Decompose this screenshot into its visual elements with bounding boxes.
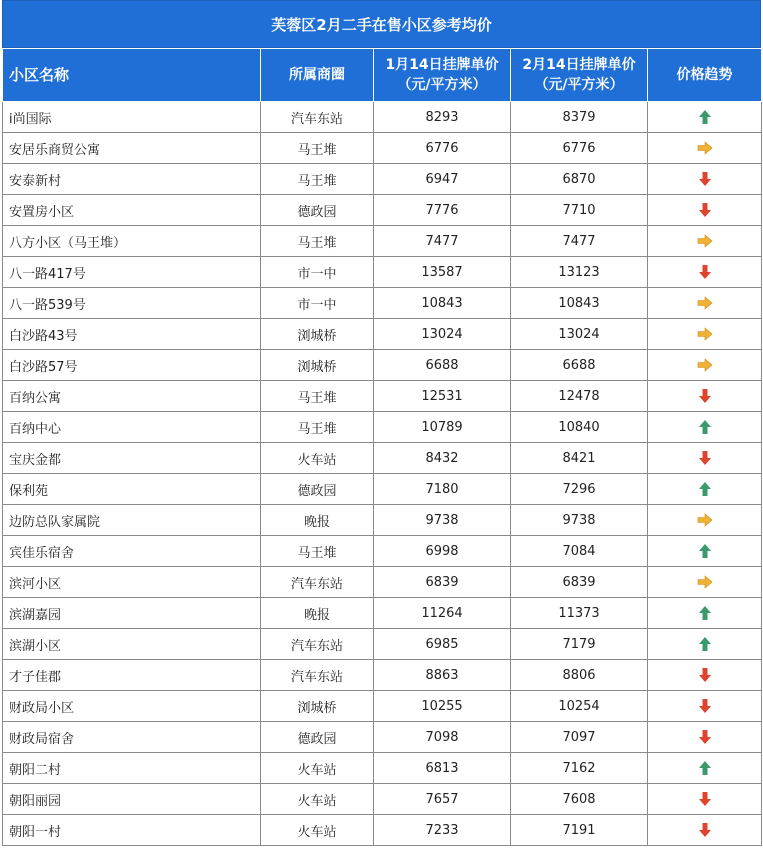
cell-district: 火车站 xyxy=(261,815,374,846)
down-arrow-icon xyxy=(698,450,712,466)
cell-name: 白沙路57号 xyxy=(3,350,261,381)
cell-feb-price: 8806 xyxy=(511,660,648,691)
table-body xyxy=(3,102,762,846)
right-arrow-icon xyxy=(697,327,713,341)
cell-district: 马王堆 xyxy=(261,381,374,412)
cell-district: 火车站 xyxy=(261,753,374,784)
cell-jan-price: 6813 xyxy=(374,753,511,784)
up-arrow-icon xyxy=(698,419,712,435)
cell-district: 汽车东站 xyxy=(261,567,374,598)
cell-trend xyxy=(648,226,762,257)
cell-jan-price: 6839 xyxy=(374,567,511,598)
cell-name: 朝阳二村 xyxy=(3,753,261,784)
cell-name: 滨湖小区 xyxy=(3,629,261,660)
header-feb-price-line2: （元/平方米） xyxy=(534,77,624,93)
cell-district: 马王堆 xyxy=(261,536,374,567)
cell-trend xyxy=(648,567,762,598)
cell-name: 朝阳丽园 xyxy=(3,784,261,815)
cell-district: 马王堆 xyxy=(261,133,374,164)
cell-trend xyxy=(648,598,762,629)
cell-district: 马王堆 xyxy=(261,226,374,257)
cell-jan-price: 6985 xyxy=(374,629,511,660)
cell-trend xyxy=(648,319,762,350)
cell-district: 晚报 xyxy=(261,598,374,629)
cell-name: 宾佳乐宿舍 xyxy=(3,536,261,567)
table-row xyxy=(3,815,762,846)
cell-district: 浏城桥 xyxy=(261,350,374,381)
cell-district: 德政园 xyxy=(261,722,374,753)
table-row xyxy=(3,381,762,412)
cell-jan-price: 8293 xyxy=(374,102,511,133)
header-feb-price-line1: 2月14日挂牌单价 xyxy=(522,57,636,73)
cell-district: 马王堆 xyxy=(261,412,374,443)
cell-name: 宝庆金都 xyxy=(3,443,261,474)
down-arrow-icon xyxy=(698,822,712,838)
cell-trend xyxy=(648,195,762,226)
right-arrow-icon xyxy=(697,358,713,372)
cell-name: 财政局小区 xyxy=(3,691,261,722)
table-row xyxy=(3,784,762,815)
cell-feb-price: 7191 xyxy=(511,815,648,846)
table-row xyxy=(3,505,762,536)
table-row xyxy=(3,443,762,474)
up-arrow-icon xyxy=(698,481,712,497)
header-feb-price xyxy=(511,49,648,102)
cell-feb-price: 7179 xyxy=(511,629,648,660)
right-arrow-icon xyxy=(697,575,713,589)
cell-name: 安居乐商贸公寓 xyxy=(3,133,261,164)
cell-district: 晚报 xyxy=(261,505,374,536)
cell-feb-price: 7608 xyxy=(511,784,648,815)
cell-trend xyxy=(648,164,762,195)
cell-trend xyxy=(648,474,762,505)
table-row xyxy=(3,691,762,722)
table-row xyxy=(3,195,762,226)
cell-district: 汽车东站 xyxy=(261,629,374,660)
cell-trend xyxy=(648,102,762,133)
cell-name: 百纳中心 xyxy=(3,412,261,443)
cell-feb-price: 7097 xyxy=(511,722,648,753)
cell-trend xyxy=(648,753,762,784)
table-row xyxy=(3,753,762,784)
cell-jan-price: 10789 xyxy=(374,412,511,443)
cell-feb-price: 7710 xyxy=(511,195,648,226)
cell-name: 朝阳一村 xyxy=(3,815,261,846)
cell-feb-price: 6688 xyxy=(511,350,648,381)
cell-feb-price: 11373 xyxy=(511,598,648,629)
cell-trend xyxy=(648,350,762,381)
table-row xyxy=(3,629,762,660)
cell-jan-price: 8432 xyxy=(374,443,511,474)
cell-trend xyxy=(648,257,762,288)
cell-district: 德政园 xyxy=(261,195,374,226)
cell-feb-price: 10840 xyxy=(511,412,648,443)
cell-district: 火车站 xyxy=(261,784,374,815)
table-row xyxy=(3,288,762,319)
header-trend: 价格趋势 xyxy=(648,49,762,102)
up-arrow-icon xyxy=(698,109,712,125)
cell-district: 火车站 xyxy=(261,443,374,474)
header-district: 所属商圈 xyxy=(261,49,374,102)
table-row xyxy=(3,102,762,133)
cell-feb-price: 10843 xyxy=(511,288,648,319)
header-jan-price-line1: 1月14日挂牌单价 xyxy=(385,57,499,73)
cell-jan-price: 7776 xyxy=(374,195,511,226)
cell-district: 市一中 xyxy=(261,288,374,319)
cell-jan-price: 7098 xyxy=(374,722,511,753)
cell-trend xyxy=(648,288,762,319)
right-arrow-icon xyxy=(697,513,713,527)
down-arrow-icon xyxy=(698,791,712,807)
cell-name: 保利苑 xyxy=(3,474,261,505)
price-table xyxy=(2,48,762,846)
header-jan-price xyxy=(374,49,511,102)
table-row xyxy=(3,164,762,195)
cell-name: 财政局宿舍 xyxy=(3,722,261,753)
cell-district: 浏城桥 xyxy=(261,319,374,350)
up-arrow-icon xyxy=(698,605,712,621)
cell-feb-price: 13123 xyxy=(511,257,648,288)
cell-feb-price: 10254 xyxy=(511,691,648,722)
cell-district: 市一中 xyxy=(261,257,374,288)
cell-jan-price: 10843 xyxy=(374,288,511,319)
table-row xyxy=(3,536,762,567)
cell-district: 汽车东站 xyxy=(261,660,374,691)
down-arrow-icon xyxy=(698,729,712,745)
cell-feb-price: 9738 xyxy=(511,505,648,536)
cell-district: 浏城桥 xyxy=(261,691,374,722)
cell-name: 八方小区（马王堆） xyxy=(3,226,261,257)
cell-jan-price: 13024 xyxy=(374,319,511,350)
cell-jan-price: 7477 xyxy=(374,226,511,257)
down-arrow-icon xyxy=(698,667,712,683)
cell-name: 滨河小区 xyxy=(3,567,261,598)
cell-jan-price: 6776 xyxy=(374,133,511,164)
cell-feb-price: 7296 xyxy=(511,474,648,505)
cell-jan-price: 10255 xyxy=(374,691,511,722)
table-row xyxy=(3,133,762,164)
cell-trend xyxy=(648,381,762,412)
cell-feb-price: 7477 xyxy=(511,226,648,257)
cell-jan-price: 13587 xyxy=(374,257,511,288)
table-row xyxy=(3,226,762,257)
cell-trend xyxy=(648,629,762,660)
table-row xyxy=(3,722,762,753)
cell-name: 八一路539号 xyxy=(3,288,261,319)
cell-jan-price: 7657 xyxy=(374,784,511,815)
cell-trend xyxy=(648,815,762,846)
cell-trend xyxy=(648,691,762,722)
cell-jan-price: 8863 xyxy=(374,660,511,691)
cell-trend xyxy=(648,660,762,691)
table-header xyxy=(3,49,762,102)
cell-trend xyxy=(648,505,762,536)
cell-feb-price: 6870 xyxy=(511,164,648,195)
cell-trend xyxy=(648,412,762,443)
cell-district: 马王堆 xyxy=(261,164,374,195)
cell-name: 八一路417号 xyxy=(3,257,261,288)
table-row xyxy=(3,350,762,381)
right-arrow-icon xyxy=(697,296,713,310)
right-arrow-icon xyxy=(697,141,713,155)
price-table-container xyxy=(2,0,761,846)
up-arrow-icon xyxy=(698,636,712,652)
table-title: 芙蓉区2月二手在售小区参考均价 xyxy=(2,0,761,48)
cell-feb-price: 6776 xyxy=(511,133,648,164)
table-row xyxy=(3,412,762,443)
cell-name: 百纳公寓 xyxy=(3,381,261,412)
table-row xyxy=(3,567,762,598)
cell-feb-price: 8421 xyxy=(511,443,648,474)
cell-name: 滨湖嘉园 xyxy=(3,598,261,629)
cell-jan-price: 12531 xyxy=(374,381,511,412)
cell-name: 安置房小区 xyxy=(3,195,261,226)
table-row xyxy=(3,598,762,629)
down-arrow-icon xyxy=(698,202,712,218)
cell-trend xyxy=(648,722,762,753)
cell-trend xyxy=(648,443,762,474)
cell-name: 才子佳郡 xyxy=(3,660,261,691)
cell-jan-price: 7180 xyxy=(374,474,511,505)
right-arrow-icon xyxy=(697,234,713,248)
down-arrow-icon xyxy=(698,388,712,404)
header-jan-price-line2: （元/平方米） xyxy=(397,77,487,93)
cell-name: 边防总队家属院 xyxy=(3,505,261,536)
cell-district: 德政园 xyxy=(261,474,374,505)
cell-name: i尚国际 xyxy=(3,102,261,133)
cell-trend xyxy=(648,784,762,815)
table-row xyxy=(3,319,762,350)
cell-name: 白沙路43号 xyxy=(3,319,261,350)
cell-jan-price: 11264 xyxy=(374,598,511,629)
cell-feb-price: 13024 xyxy=(511,319,648,350)
cell-feb-price: 6839 xyxy=(511,567,648,598)
up-arrow-icon xyxy=(698,543,712,559)
cell-feb-price: 8379 xyxy=(511,102,648,133)
down-arrow-icon xyxy=(698,171,712,187)
cell-jan-price: 6688 xyxy=(374,350,511,381)
cell-feb-price: 12478 xyxy=(511,381,648,412)
cell-name: 安泰新村 xyxy=(3,164,261,195)
cell-feb-price: 7084 xyxy=(511,536,648,567)
cell-jan-price: 6947 xyxy=(374,164,511,195)
cell-district: 汽车东站 xyxy=(261,102,374,133)
cell-feb-price: 7162 xyxy=(511,753,648,784)
up-arrow-icon xyxy=(698,760,712,776)
cell-trend xyxy=(648,536,762,567)
cell-jan-price: 6998 xyxy=(374,536,511,567)
down-arrow-icon xyxy=(698,698,712,714)
header-name: 小区名称 xyxy=(3,49,261,102)
table-row xyxy=(3,660,762,691)
cell-jan-price: 9738 xyxy=(374,505,511,536)
table-row xyxy=(3,474,762,505)
cell-jan-price: 7233 xyxy=(374,815,511,846)
table-row xyxy=(3,257,762,288)
down-arrow-icon xyxy=(698,264,712,280)
cell-trend xyxy=(648,133,762,164)
